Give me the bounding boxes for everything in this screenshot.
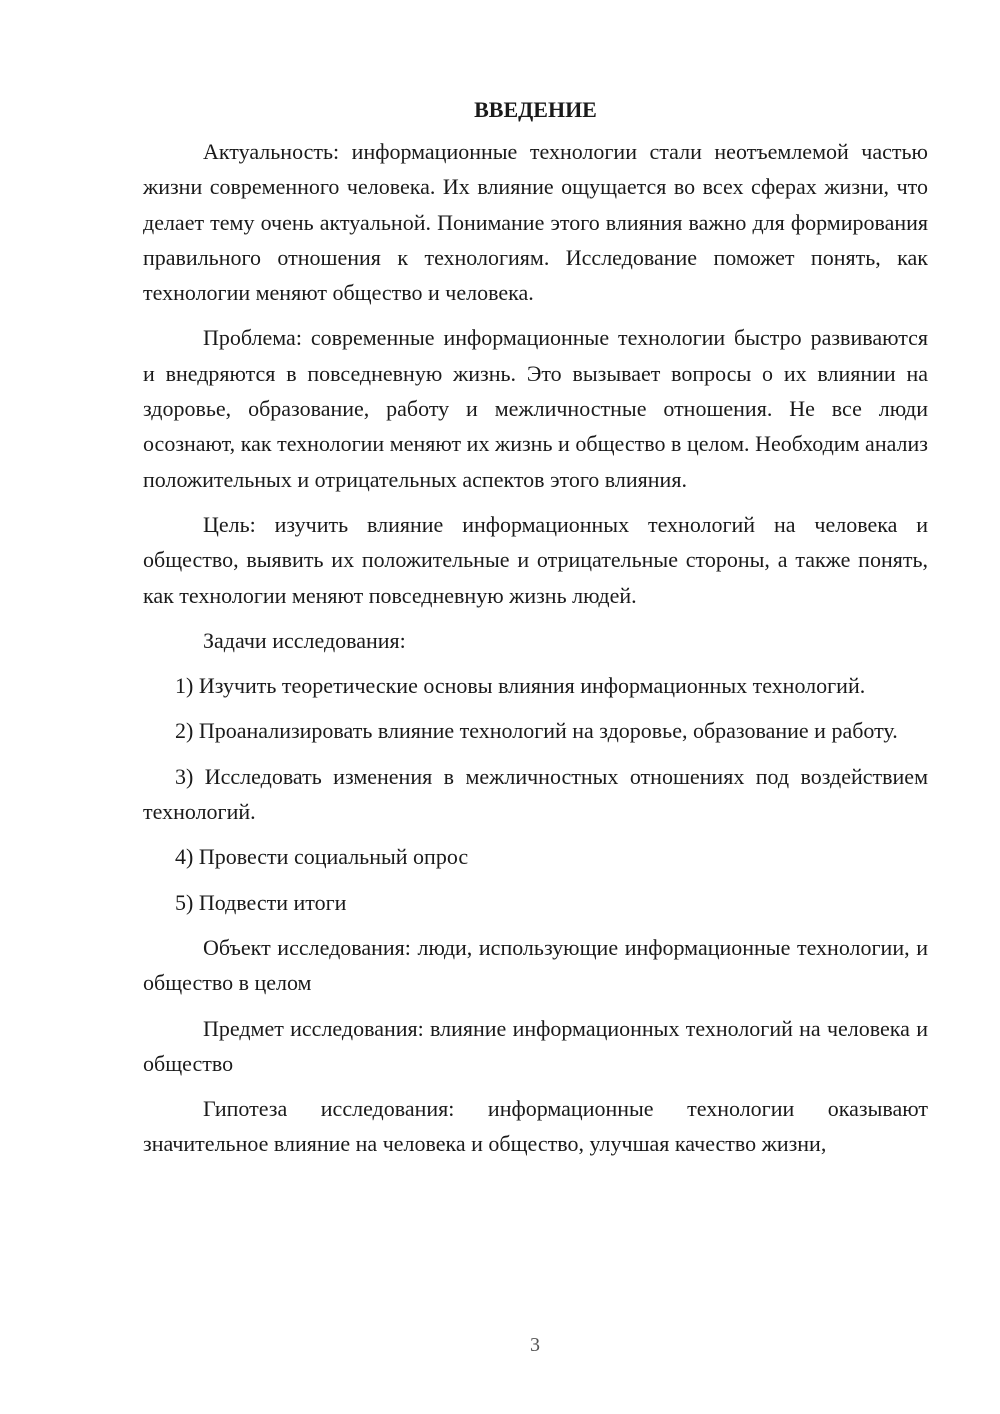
task-item-4: 4) Провести социальный опрос bbox=[175, 844, 469, 870]
section-heading: ВВЕДЕНИЕ bbox=[474, 97, 597, 122]
relevance-paragraph: Актуальность: информационные технологии стали неотъемлемой частью жизни современного человека. Их влияние ощущается во всех сферах жизни, что делает тему очень актуальной. Понимание этого влияния важно для формирования правильного отношения к технологиям. Исследование поможет понять, как технологии меняют общество и человека. bbox=[143, 139, 928, 306]
task-item-2: 2) Проанализировать влияние технологий на здоровье, образование и работу. bbox=[175, 718, 898, 744]
subject-paragraph: Предмет исследования: влияние информационных технологий на человека и общество bbox=[143, 1015, 928, 1076]
tasks-title: Задачи исследования: bbox=[203, 627, 406, 653]
page-number: 3 bbox=[530, 1334, 540, 1356]
goal-paragraph: Цель: изучить влияние информационных технологий на человека и общество, выявить их положительные и отрицательные стороны, а также понять, как технологии меняют повседневную жизнь людей. bbox=[143, 511, 928, 608]
problem-paragraph: Проблема: современные информационные технологии быстро развиваются и внедряются в повседневную жизнь. Это вызывает вопросы о их влиянии на здоровье, образование, работу и межличностные отношения. Не все люди осознают, как технологии меняют их жизнь и общество в целом. Необходим анализ положительных и отрицательных аспектов этого влияния. bbox=[143, 325, 928, 492]
task-item-1: 1) Изучить теоретические основы влияния информационных технологий. bbox=[175, 673, 866, 699]
document-page bbox=[143, 92, 928, 1172]
object-paragraph: Объект исследования: люди, использующие информационные технологии, и общество в целом bbox=[143, 934, 928, 996]
task-item-3: 3) Исследовать изменения в межличностных отношениях под воздействием технологий. bbox=[143, 763, 928, 825]
hypothesis-paragraph: Гипотеза исследования: информационные технологии оказывают значительное влияние на человека и общество, улучшая качество жизни, bbox=[143, 1096, 928, 1157]
task-item-5: 5) Подвести итоги bbox=[175, 889, 347, 915]
